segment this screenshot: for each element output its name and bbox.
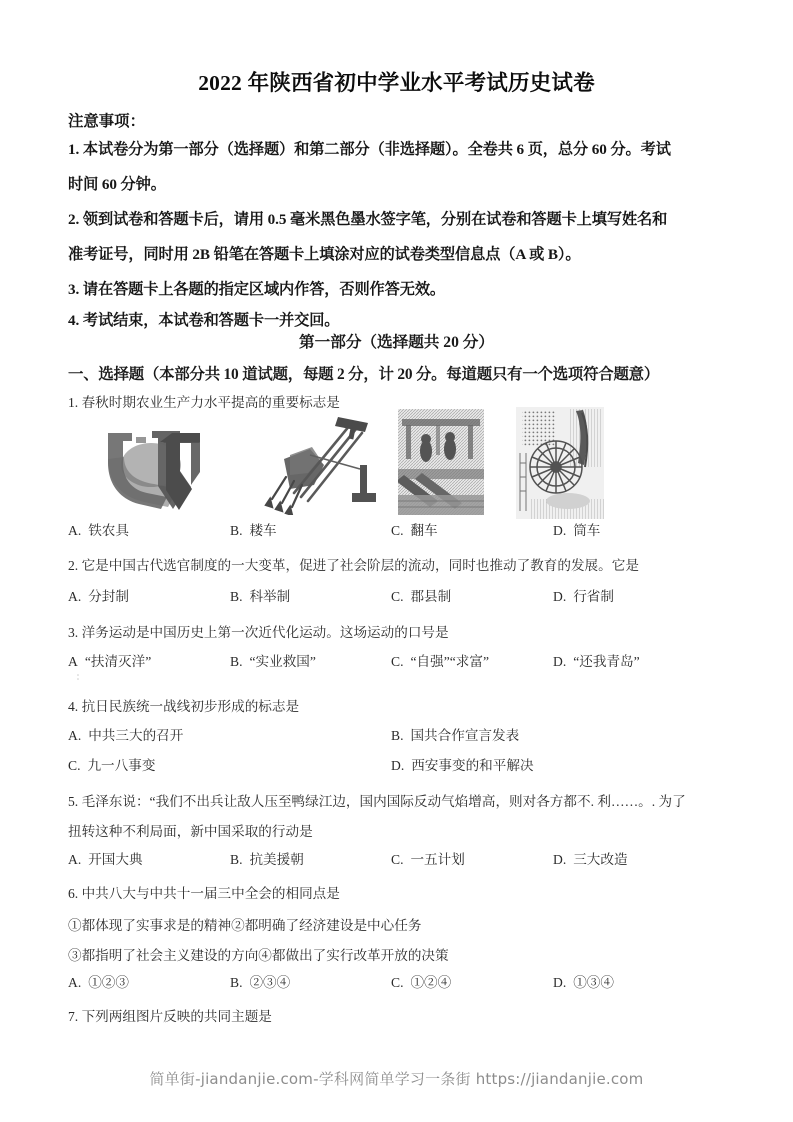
question-5-stem-line-2: 扭转这种不利局面，新中国采取的行动是 [68,824,313,839]
option-6-d[interactable]: D. ①③④ [553,975,614,990]
question-2-options [0,585,793,613]
option-1-a[interactable]: A. 铁农具 [68,523,129,538]
option-3-a[interactable]: A “扶清灭洋” [68,654,152,669]
notice-label: 注意事项： [68,113,145,130]
question-3-stem: 3. 洋务运动是中国历史上第一次近代化运动。这场运动的口号是 [68,625,449,640]
notice-item-2: 2. 领到试卷和答题卡后，请用 0.5 毫米黑色墨水签字笔，分别在试卷和答题卡上填写姓名和 [68,211,668,228]
question-4-stem: 4. 抗日民族统一战线初步形成的标志是 [68,699,300,714]
notice-item-2-cont: 准考证号，同时用 2B 铅笔在答题卡上填涂对应的试卷类型信息点（A 或 B）。 [68,246,581,263]
notice-item-1: 1. 本试卷分为第一部分（选择题）和第二部分（非选择题）。全卷共 6 页，总分 60 分。考试 [68,141,671,158]
question-5-options [0,848,793,876]
option-6-b[interactable]: B. ②③④ [230,975,291,990]
option-6-c[interactable]: C. ①②④ [391,975,452,990]
option-5-b[interactable]: B. 抗美援朝 [230,852,304,867]
question-6-options [0,971,793,999]
notice-item-1-cont: 时间 60 分钟。 [68,176,166,193]
option-1-d[interactable]: D. 筒车 [553,523,601,538]
question-6-statement-2: ③都指明了社会主义建设的方向④都做出了实行改革开放的决策 [68,948,449,963]
option-5-d[interactable]: D. 三大改造 [553,852,628,867]
question-6-stem: 6. 中共八大与中共十一届三中全会的相同点是 [68,886,340,901]
question-3-options [0,650,793,678]
option-2-a[interactable]: A. 分封制 [68,589,129,604]
iron-farm-tools-image [106,407,226,515]
question-4-options-row-1 [0,724,793,752]
part-one-header: 第一部分（选择题共 20 分） [299,334,494,351]
option-2-b[interactable]: B. 科举制 [230,589,291,604]
question-2-stem: 2. 它是中国古代选官制度的一大变革，促进了社会阶层的流动，同时也推动了教育的发展。它是 [68,558,639,573]
question-1-figure-strip [68,407,748,519]
waterwheel-image [516,407,604,519]
option-4-d[interactable]: D. 西安事变的和平解决 [391,758,534,773]
option-3-d[interactable]: D. “还我青岛” [553,654,640,669]
notice-item-3: 3. 请在答题卡上各题的指定区域内作答，否则作答无效。 [68,281,445,298]
question-1-options [0,519,793,547]
section-one-header: 一、选择题（本部分共 10 道试题，每题 2 分，计 20 分。每道题只有一个选项符合题意） [68,366,660,383]
question-6-statement-1: ①都体现了实事求是的精神②都明确了经济建设是中心任务 [68,918,422,933]
footer-watermark: 简单街-jiandanjie.com-学科网简单学习一条街 https://jiandanjie.com [149,1070,644,1088]
question-7-stem: 7. 下列两组图片反映的共同主题是 [68,1009,272,1024]
scan-artifact-mark: ∶ [74,673,83,682]
option-4-c[interactable]: C. 九一八事变 [68,758,156,773]
option-3-b[interactable]: B. “实业救国” [230,654,316,669]
option-2-c[interactable]: C. 郡县制 [391,589,452,604]
option-5-a[interactable]: A. 开国大典 [68,852,143,867]
option-2-d[interactable]: D. 行省制 [553,589,614,604]
notice-item-4: 4. 考试结束，本试卷和答题卡一并交回。 [68,312,340,329]
seed-drill-image [264,411,384,515]
option-1-c[interactable]: C. 翻车 [391,523,438,538]
option-3-c[interactable]: C. “自强”“求富” [391,654,489,669]
option-6-a[interactable]: A. ①②③ [68,975,129,990]
chain-pump-image [398,409,484,515]
page-title: 2022 年陕西省初中学业水平考试历史试卷 [198,71,595,95]
question-1-stem: 1. 春秋时期农业生产力水平提高的重要标志是 [68,395,340,410]
option-4-b[interactable]: B. 国共合作宣言发表 [391,728,520,743]
option-1-b[interactable]: B. 耧车 [230,523,277,538]
option-4-a[interactable]: A. 中共三大的召开 [68,728,184,743]
option-5-c[interactable]: C. 一五计划 [391,852,465,867]
question-4-options-row-2 [0,754,793,782]
question-5-stem: 5. 毛泽东说：“我们不出兵让敌人压至鸭绿江边，国内国际反动气焰增高，则对各方都不. 利……。. 为了 [68,794,686,809]
